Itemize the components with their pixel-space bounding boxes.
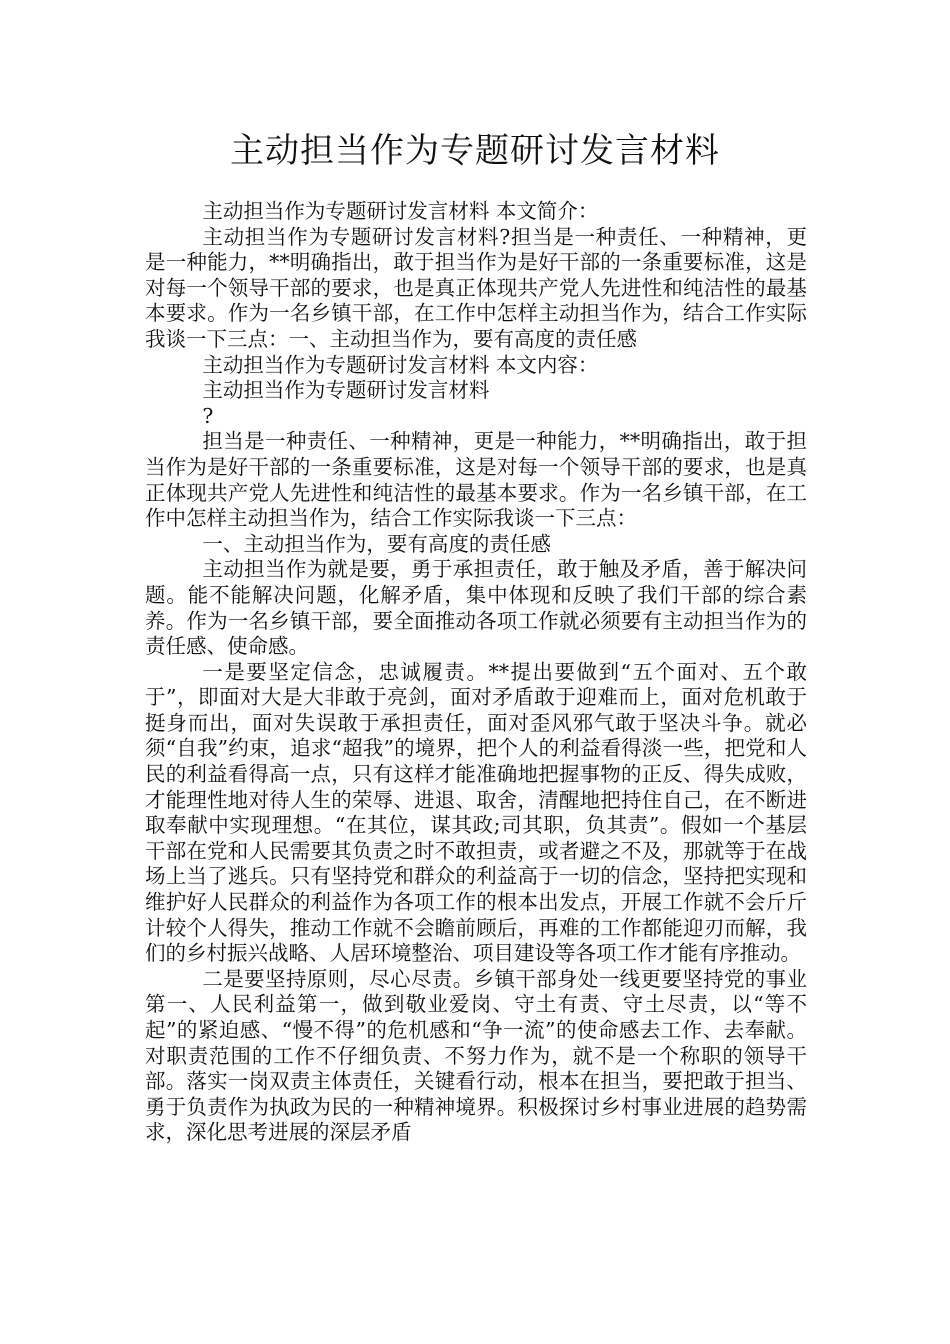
document-title: 主动担当作为专题研讨发言材料	[230, 131, 720, 171]
paragraph-point-one: 一是要坚定信念，忠诚履责。**提出要做到“五个面对、五个敢于”，即面对大是大非敢于亮剑，面对矛盾敢于迎难而上，面对危机敢于挺身而出，面对失误敢于承担责任，面对歪风邪气敢于坚决斗争。就必须“自我”约束，追求“超我”的境界，把个人的利益看得淡一些，把党和人民的利益看得高一点，只有这样才能准确地把握事物的正反、得失成败，才能理性地对待人生的荣辱、进退、取舍，清醒地把持住自己，在不断进取奉献中实现理想。“在其位，谋其政;司其职，负其责”。假如一个基层干部在党和人民需要其负责之时不敢担责，或者避之不及，那就等于在战场上当了逃兵。只有坚持党和群众的利益高于一切的信念，坚持把实现和维护好人民群众的利益作为各项工作的根本出发点，开展工作就不会斤斤计较个人得失，推动工作就不会瞻前顾后，再难的工作都能迎刃而解，我们的乡村振兴战略、人居环境整治、项目建设等各项工作才能有序推动。	[145, 659, 807, 966]
paragraph-opening: 担当是一种责任、一种精神，更是一种能力，**明确指出，敢于担当作为是好干部的一条重要标准，这是对每一个领导干部的要求，也是真正体现共产党人先进性和纯洁性的最基本要求。作为一名乡镇干部，在工作中怎样主动担当作为，结合工作实际我谈一下三点：	[145, 429, 807, 531]
paragraph-point-two: 二是要坚持原则，尽心尽责。乡镇干部身处一线更要坚持党的事业第一、人民利益第一，做到敬业爱岗、守土有责、守土尽责，以“等不起”的紧迫感、“慢不得”的危机感和“争一流”的使命感去工作、去奉献。对职责范围的工作不仔细负责、不努力作为，就不是一个称职的领导干部。落实一岗双责主体责任，关键看行动，根本在担当，要把敢于担当、勇于负责作为执政为民的一种精神境界。积极探讨乡村事业进展的趋势需求，深化思考进展的深层矛盾	[145, 966, 807, 1145]
paragraph-section-one-heading: 一、主动担当作为，要有高度的责任感	[202, 531, 551, 556]
paragraph-intro-summary: 主动担当作为专题研讨发言材料?担当是一种责任、一种精神，更是一种能力，**明确指出，敢于担当作为是好干部的一条重要标准，这是对每一个领导干部的要求，也是真正体现共产党人先进性和纯洁性的最基本要求。作为一名乡镇干部，在工作中怎样主动担当作为，结合工作实际我谈一下三点：一、主动担当作为，要有高度的责任感	[145, 224, 807, 351]
paragraph-question-mark: ?	[202, 403, 214, 428]
paragraph-intro-heading: 主动担当作为专题研讨发言材料 本文简介：	[202, 199, 599, 223]
document-body	[145, 199, 807, 1146]
paragraph-section-one-body: 主动担当作为就是要，勇于承担责任，敢于触及矛盾，善于解决问题。能不能解决问题，化解矛盾，集中体现和反映了我们干部的综合素养。作为一名乡镇干部，要全面推动各项工作就必须要有主动担当作为的责任感、使命感。	[145, 557, 807, 659]
paragraph-content-title: 主动担当作为专题研讨发言材料	[202, 378, 490, 403]
paragraph-content-heading: 主动担当作为专题研讨发言材料 本文内容：	[202, 352, 599, 377]
